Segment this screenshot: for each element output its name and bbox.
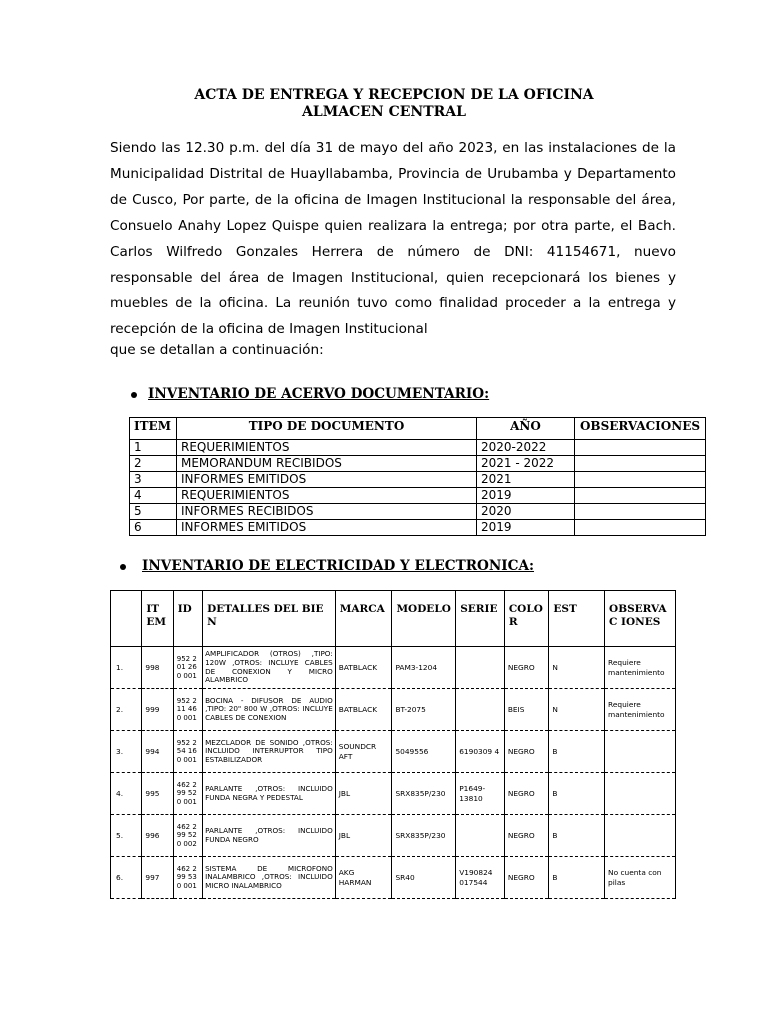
cell-observaciones xyxy=(605,773,676,815)
cell-serie xyxy=(456,689,505,731)
cell-observaciones: Requiere mantenimiento xyxy=(605,689,676,731)
cell-serie: P1649-13810 xyxy=(456,773,505,815)
cell-color: NEGRO xyxy=(504,773,549,815)
table-row xyxy=(111,647,676,689)
column-header-observaciones: OBSERVACIONES xyxy=(575,418,706,440)
intro-paragraph-continuation: que se detallan a continuación: xyxy=(110,342,324,358)
cell-item: 994 xyxy=(142,731,173,773)
table-row xyxy=(111,731,676,773)
cell-anio: 2020 xyxy=(477,504,575,520)
table-row xyxy=(111,857,676,899)
cell-detalle: SISTEMA DE MICROFONO INALAMBRICO ,OTROS: INCLUIDO MICRO INALAMBRICO xyxy=(203,857,336,899)
cell-est: B xyxy=(549,731,605,773)
intro-paragraph: Siendo las 12.30 p.m. del día 31 de mayo del año 2023, en las instalaciones de la Municipalidad Distrital de Huayllabamba, Provincia de Urubamba y Departamento de Cusco, Por parte, de la oficina de Imagen Institucional la responsable del área, Consuelo Anahy Lopez Quispe quien realizara la entrega; por otra parte, el Bach. Carlos Wilfredo Gonzales Herrera de número de DNI: 41154671, nuevo responsable del área de Imagen Institucional, quien recepcionará los bienes y muebles de la oficina. La reunión tuvo como finalidad proceder a la entrega y recepción de la oficina de Imagen Institucional xyxy=(110,140,676,338)
column-header-id: ID xyxy=(173,591,202,647)
cell-tipo: INFORMES EMITIDOS xyxy=(177,472,477,488)
cell-marca: BATBLACK xyxy=(335,647,392,689)
cell-tipo: INFORMES RECIBIDOS xyxy=(177,504,477,520)
cell-modelo: SR40 xyxy=(392,857,456,899)
cell-item: 998 xyxy=(142,647,173,689)
bullet-icon xyxy=(120,564,126,570)
bullet-icon xyxy=(131,392,137,398)
cell-id: 462 299 520 002 xyxy=(173,815,202,857)
table-row xyxy=(130,520,706,536)
cell-item: 4 xyxy=(130,488,177,504)
table-row xyxy=(130,456,706,472)
cell-observaciones xyxy=(575,488,706,504)
table-row xyxy=(111,815,676,857)
table-row xyxy=(130,488,706,504)
table-row xyxy=(111,689,676,731)
column-header-modelo: MODELO xyxy=(392,591,456,647)
cell-num: 4. xyxy=(111,773,142,815)
cell-marca: AKG HARMAN xyxy=(335,857,392,899)
cell-item: 997 xyxy=(142,857,173,899)
cell-modelo: PAM3-1204 xyxy=(392,647,456,689)
column-header-marca: MARCA xyxy=(335,591,392,647)
cell-detalle: MEZCLADOR DE SONIDO ,OTROS: INCLUIDO INTERRUPTOR TIPO ESTABILIZADOR xyxy=(203,731,336,773)
cell-item: 2 xyxy=(130,456,177,472)
cell-id: 952 201 260 001 xyxy=(173,647,202,689)
table-row xyxy=(111,773,676,815)
cell-est: N xyxy=(549,647,605,689)
cell-item: 995 xyxy=(142,773,173,815)
cell-anio: 2021 - 2022 xyxy=(477,456,575,472)
section-heading-documentario: INVENTARIO DE ACERVO DOCUMENTARIO: xyxy=(148,386,490,402)
cell-observaciones xyxy=(605,815,676,857)
table-row xyxy=(130,472,706,488)
cell-marca: JBL xyxy=(335,773,392,815)
cell-anio: 2020-2022 xyxy=(477,440,575,456)
cell-color: NEGRO xyxy=(504,731,549,773)
document-title: ACTA DE ENTREGA Y RECEPCION DE LA OFICINA xyxy=(194,87,594,103)
table-header-row xyxy=(111,591,676,647)
cell-observaciones: No cuenta con pilas xyxy=(605,857,676,899)
cell-item: 1 xyxy=(130,440,177,456)
document-subtitle: ALMACEN CENTRAL xyxy=(302,104,466,120)
column-header-serie: SERIE xyxy=(456,591,505,647)
cell-modelo: SRX835P/230 xyxy=(392,815,456,857)
column-header-item: ITEM xyxy=(130,418,177,440)
cell-observaciones xyxy=(575,456,706,472)
cell-color: NEGRO xyxy=(504,647,549,689)
cell-serie xyxy=(456,647,505,689)
cell-observaciones: Requiere mantenimiento xyxy=(605,647,676,689)
cell-marca: SOUNDCR AFT xyxy=(335,731,392,773)
cell-tipo: MEMORANDUM RECIBIDOS xyxy=(177,456,477,472)
cell-serie xyxy=(456,815,505,857)
cell-id: 462 299 530 001 xyxy=(173,857,202,899)
cell-est: B xyxy=(549,815,605,857)
cell-anio: 2019 xyxy=(477,488,575,504)
cell-id: 462 299 520 001 xyxy=(173,773,202,815)
cell-modelo: BT-2075 xyxy=(392,689,456,731)
documentario-table xyxy=(129,417,706,536)
cell-num: 1. xyxy=(111,647,142,689)
cell-item: 996 xyxy=(142,815,173,857)
electricidad-table xyxy=(110,590,676,899)
cell-detalle: BOCINA - DIFUSOR DE AUDIO ,TIPO: 20" 800 W ,OTROS: INCLUYE CABLES DE CONEXION xyxy=(203,689,336,731)
column-header-color: COLO R xyxy=(504,591,549,647)
cell-id: 952 211 460 001 xyxy=(173,689,202,731)
cell-color: NEGRO xyxy=(504,815,549,857)
cell-marca: BATBLACK xyxy=(335,689,392,731)
cell-modelo: SRX835P/230 xyxy=(392,773,456,815)
cell-observaciones xyxy=(605,731,676,773)
column-header-num xyxy=(111,591,142,647)
cell-color: BEIS xyxy=(504,689,549,731)
column-header-est: EST xyxy=(549,591,605,647)
cell-num: 5. xyxy=(111,815,142,857)
column-header-detalles: DETALLES DEL BIEN xyxy=(203,591,336,647)
cell-marca: JBL xyxy=(335,815,392,857)
cell-est: N xyxy=(549,689,605,731)
cell-observaciones xyxy=(575,440,706,456)
cell-est: B xyxy=(549,857,605,899)
cell-modelo: 5049556 xyxy=(392,731,456,773)
cell-tipo: REQUERIMIENTOS xyxy=(177,440,477,456)
cell-item: 5 xyxy=(130,504,177,520)
table-row xyxy=(130,504,706,520)
cell-observaciones xyxy=(575,472,706,488)
cell-item: 999 xyxy=(142,689,173,731)
cell-detalle: PARLANTE ,OTROS: INCLUIDO FUNDA NEGRO xyxy=(203,815,336,857)
cell-est: B xyxy=(549,773,605,815)
cell-item: 3 xyxy=(130,472,177,488)
cell-anio: 2021 xyxy=(477,472,575,488)
cell-tipo: REQUERIMIENTOS xyxy=(177,488,477,504)
cell-serie: V190824 017544 xyxy=(456,857,505,899)
cell-anio: 2019 xyxy=(477,520,575,536)
cell-item: 6 xyxy=(130,520,177,536)
table-header-row xyxy=(130,418,706,440)
cell-tipo: INFORMES EMITIDOS xyxy=(177,520,477,536)
column-header-tipo: TIPO DE DOCUMENTO xyxy=(177,418,477,440)
column-header-item: IT EM xyxy=(142,591,173,647)
cell-num: 3. xyxy=(111,731,142,773)
cell-id: 952 254 160 001 xyxy=(173,731,202,773)
cell-serie: 6190309 4 xyxy=(456,731,505,773)
table-row xyxy=(130,440,706,456)
cell-observaciones xyxy=(575,504,706,520)
cell-num: 6. xyxy=(111,857,142,899)
column-header-anio: AÑO xyxy=(477,418,575,440)
cell-observaciones xyxy=(575,520,706,536)
column-header-observaciones: OBSERVAC IONES xyxy=(605,591,676,647)
cell-detalle: AMPLIFICADOR (OTROS) ,TIPO: 120W ,OTROS: INCLUYE CABLES DE CONEXION Y MICRO ALAMBRICO xyxy=(203,647,336,689)
cell-num: 2. xyxy=(111,689,142,731)
cell-detalle: PARLANTE ,OTROS: INCLUIDO FUNDA NEGRA Y PEDESTAL xyxy=(203,773,336,815)
section-heading-electricidad: INVENTARIO DE ELECTRICIDAD Y ELECTRONICA: xyxy=(142,558,535,574)
cell-color: NEGRO xyxy=(504,857,549,899)
